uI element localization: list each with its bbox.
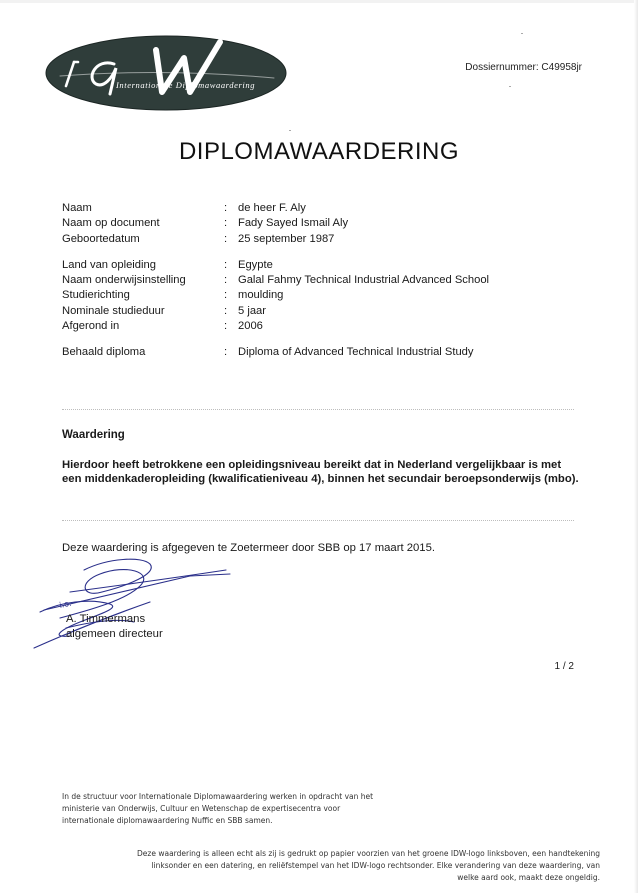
details-table [62, 201, 582, 361]
field-colon: : [224, 202, 228, 214]
field-row-duration [62, 304, 582, 319]
field-label: Naam onderwijsinstelling [62, 274, 186, 287]
field-colon: : [224, 320, 228, 333]
footer-structure-note: In de structuur voor Internationale Diplomawaardering werken in opdracht van het ministerie van Onderwijs, Cultuur en Wetenschap de expertisecentra voor internationale diplomawaardering Nuffic en SBB samen. [62, 792, 374, 825]
signature [30, 552, 260, 660]
footer-authenticity-note: Deze waardering is alleen echt als zij is gedrukt op papier voorzien van het groene IDW-logo linksboven, een handtekening linksonder en een datering, en reliëfstempel van het IDW-logo rechtsonder. Elke verandering van deze waardering, van welke aard ook, maakt deze ongeldig. [137, 849, 600, 882]
field-value: 2006 [238, 320, 263, 333]
field-row-diploma [62, 345, 582, 360]
field-colon: : [224, 217, 228, 230]
field-label: Land van opleiding [62, 258, 156, 271]
signatory-name: A. Timmermans [66, 613, 146, 625]
logo-subtitle: Internationale Diplomawaardering [116, 80, 256, 90]
divider [62, 409, 574, 410]
field-value: Egypte [238, 258, 273, 271]
field-value: moulding [238, 289, 284, 302]
field-colon: : [224, 289, 228, 302]
scan-edge-right [634, 0, 638, 893]
field-row-birthdate [62, 232, 582, 247]
field-label: Afgerond in [62, 320, 120, 333]
field-colon: : [224, 304, 228, 317]
waardering-heading: Waardering [62, 429, 125, 441]
page-number: 1 / 2 [554, 661, 574, 672]
field-colon: : [224, 258, 228, 271]
signatory [66, 612, 163, 641]
field-row-study [62, 288, 582, 303]
waardering-text: Hierdoor heeft betrokkene een opleidingsniveau bereikt dat in Nederland vergelijkbaar is met een middenkaderopleiding (kwalificatieniveau 4), binnen het secundair beroepsonderwijs (mbo). [62, 459, 579, 485]
field-label: Naam op document [62, 217, 160, 230]
scan-speck [289, 130, 291, 131]
field-row-country [62, 258, 582, 273]
field-value: Galal Fahmy Technical Industrial Advanced School [238, 274, 490, 287]
field-colon: : [224, 232, 228, 245]
scan-speck [521, 33, 523, 34]
field-colon: : [224, 274, 228, 287]
field-value: Diploma of Advanced Technical Industrial Study [238, 346, 474, 359]
idw-logo [44, 34, 288, 112]
field-colon: : [224, 346, 228, 359]
signature-initials: i.o. [58, 598, 73, 610]
field-label: Nominale studieduur [62, 304, 165, 317]
field-label: Naam [62, 202, 92, 214]
field-value: Fady Sayed Ismail Aly [238, 217, 349, 230]
field-value: 25 september 1987 [238, 232, 335, 245]
field-row-name [62, 201, 582, 216]
field-value: 5 jaar [238, 304, 266, 317]
field-label: Studierichting [62, 289, 130, 302]
field-row-institution [62, 273, 582, 288]
field-value: de heer F. Aly [238, 202, 306, 214]
scan-edge-top [0, 0, 638, 3]
dossier-number: Dossiernummer: C49958jr [465, 62, 582, 73]
scan-speck [509, 86, 511, 87]
issued-statement: Deze waardering is afgegeven te Zoetermeer door SBB op 17 maart 2015. [62, 542, 436, 554]
signatory-role: algemeen directeur [66, 627, 163, 640]
document-title: DIPLOMAWAARDERING [178, 138, 460, 165]
field-label: Behaald diploma [62, 346, 146, 359]
field-row-name-on-document [62, 216, 582, 231]
divider [62, 520, 574, 521]
field-row-completed [62, 319, 582, 334]
field-label: Geboortedatum [62, 232, 140, 245]
